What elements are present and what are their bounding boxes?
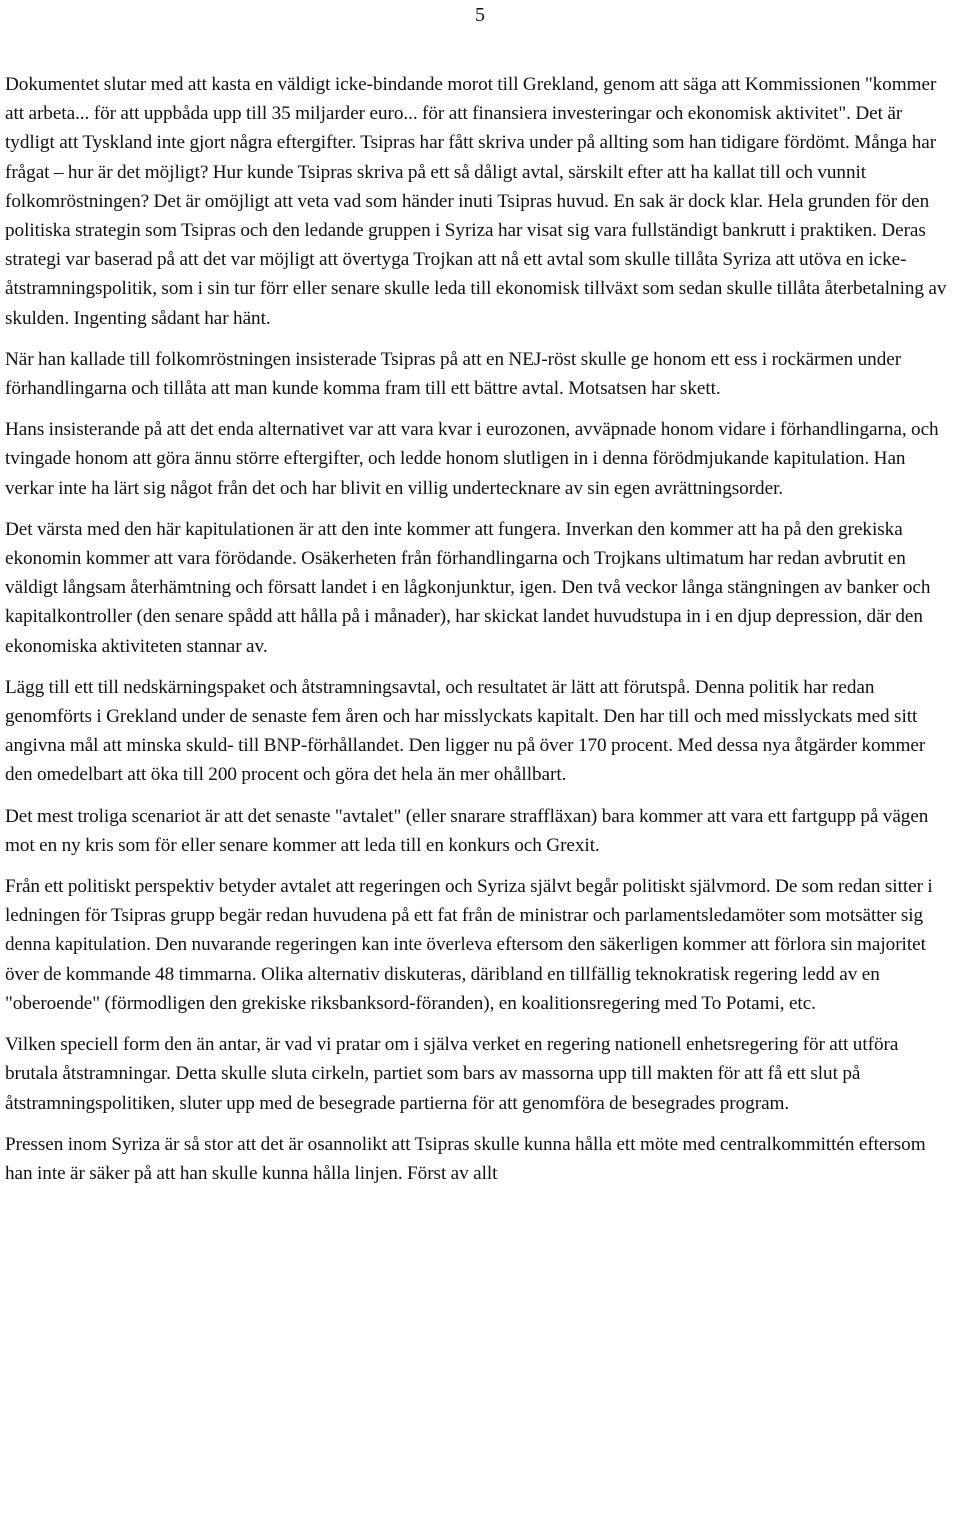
- paragraph-9: Pressen inom Syriza är så stor att det är osannolikt att Tsipras skulle kunna hålla ett möte med centralkommittén eftersom han inte är säker på att han skulle kunna hålla linjen. Först av allt: [5, 1133, 926, 1184]
- paragraph-8: Vilken speciell form den än antar, är vad vi pratar om i själva verket en regering nationell enhetsregering för att utföra brutala åtstramningar. Detta skulle sluta cirkeln, partiet som bars av massorna upp till makten för att få ett slut på åtstramningspolitiken, sluter upp med de besegrade partierna för att genomföra de besegrades program.: [5, 1034, 899, 1114]
- page-number: 5: [475, 4, 485, 26]
- paragraph-4: Det värsta med den här kapitulationen är att den inte kommer att fungera. Inverkan den kommer att ha på den grekiska ekonomin kommer att vara förödande. Osäkerheten från förhandlingarna och Trojkans ultimatum har redan avbrutit en väldigt långsam återhämtning och försatt landet i en lågkonjunktur, igen. Den två veckor långa stängningen av banker och kapitalkontroller (den senare spådd att hålla på i månader), har skickat landet huvudstupa in i en djup depression, där den ekonomiska aktiviteten stannar av.: [5, 518, 931, 657]
- paragraph-2: När han kallade till folkomröstningen insisterade Tsipras på att en NEJ-röst skulle ge honom ett ess i rockärmen under förhandlingarna och tillåta att man kunde komma fram till ett bättre avtal. Motsatsen har skett.: [5, 348, 902, 400]
- document-body: [5, 70, 955, 1200]
- paragraph-5: Lägg till ett till nedskärningspaket och åtstramningsavtal, och resultatet är lätt att förutspå. Denna politik har redan genomförts i Grekland under de senaste fem åren och har misslyckats kapitalt. Den har till och med misslyckats med sitt angivna mål att minska skuld- till BNP-förhållandet. Den ligger nu på över 170 procent. Med dessa nya åtgärder kommer den omedelbart att öka till 200 procent och göra det hela än mer ohållbart.: [5, 676, 926, 786]
- paragraph-3: Hans insisterande på att det enda alternativet var att vara kvar i eurozonen, avväpnade honom vidare i förhandlingarna, och tvingade honom att göra ännu större eftergifter, och ledde honom slutligen in i denna förödmjukande kapitulation. Han verkar inte ha lärt sig något från det och har blivit en villig undertecknare av sin egen avrättningsorder.: [5, 419, 939, 499]
- paragraph-7: Från ett politiskt perspektiv betyder avtalet att regeringen och Syriza självt begår politiskt självmord. De som redan sitter i ledningen för Tsipras grupp begär redan huvudena på ett fat från de ministrar och parlamentsledamöter som motsätter sig denna kapitulation. Den nuvarande regeringen kan inte överleva eftersom den säkerligen kommer att förlora sin majoritet över de kommande 48 timmarna. Olika alternativ diskuteras, däribland en tillfällig teknokratisk regering ledd av en "oberoende" (förmodligen den grekiske riksbanksord-föranden), en koalitionsregering med To Potami, etc.: [5, 876, 933, 1014]
- paragraph-6: Det mest troliga scenariot är att det senaste "avtalet" (eller snarare straffläxan) bara kommer att vara ett fartgupp på vägen mot en ny kris som för eller senare kommer att leda till en konkurs och Grexit.: [5, 805, 929, 856]
- paragraph-1: Dokumentet slutar med att kasta en väldigt icke-bindande morot till Grekland, genom att säga att Kommissionen "kommer att arbeta... för att uppbåda upp till 35 miljarder euro... för att finansiera investeringar och ekonomisk aktivitet". Det är tydligt att Tyskland inte gjort några eftergifter. Tsipras har fått skriva under på allting som han tidigare fördömt. Många har frågat – hur är det möjligt? Hur kunde Tsipras skriva på ett så dåligt avtal, särskilt efter att ha kallat till och vunnit folkomröstningen? Det är omöjligt att veta vad som händer inuti Tsipras huvud. En sak är dock klar. Hela grunden för den politiska strategin som Tsipras och den ledande gruppen i Syriza har visat sig vara fullständigt bankrutt i praktiken. Deras strategi var baserad på att det var möjligt att övertyga Trojkan att nå ett avtal som skulle tillåta Syriza att utöva en icke-åtstramningspolitik, som i sin tur förr eller senare skulle leda till ekonomisk tillväxt som sedan skulle tillåta återbetalning av skulden. Ingenting sådant har hänt.: [5, 74, 947, 329]
